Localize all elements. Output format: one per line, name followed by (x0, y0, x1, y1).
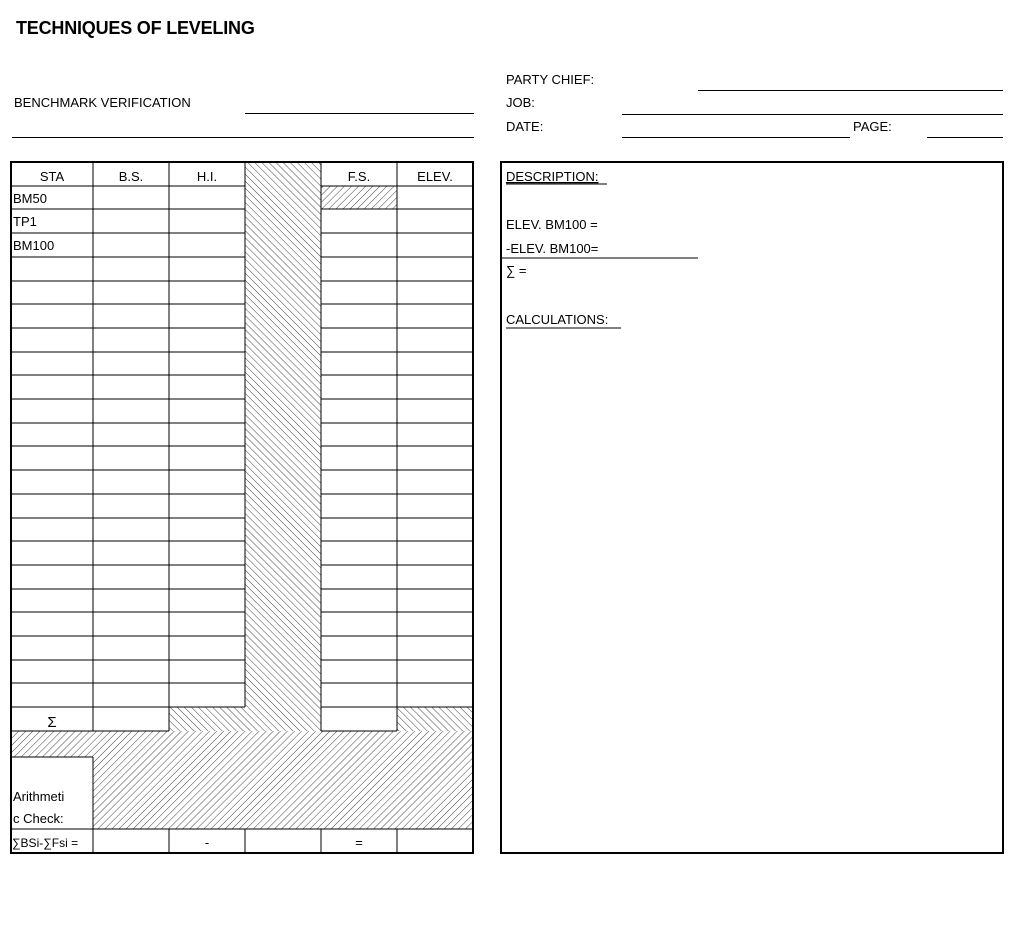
col-header-hi: H.I. (196, 169, 218, 184)
station-cell[interactable]: TP1 (13, 214, 37, 229)
benchmark-verification-label: BENCHMARK VERIFICATION (14, 95, 191, 110)
hatched-sum-hi (169, 707, 245, 731)
bottom-minus: - (204, 835, 210, 850)
description-panel[interactable] (501, 162, 1003, 853)
arithmetic-check-line2: c Check: (13, 811, 64, 826)
col-header-sta: STA (39, 169, 65, 184)
hatched-sum-elev (397, 707, 473, 731)
hatched-column (245, 162, 321, 731)
calculations-label: CALCULATIONS: (506, 312, 609, 327)
bottom-equals: = (355, 835, 363, 850)
page-label: PAGE: (853, 119, 892, 134)
arithmetic-check-line1: Arithmeti (13, 789, 65, 804)
elev-bm100-label: ELEV. BM100 = (506, 217, 598, 232)
sum-eq-label: ∑ = (506, 263, 527, 278)
minus-elev-bm100-label: -ELEV. BM100= (506, 241, 599, 256)
col-header-bs: B.S. (118, 169, 144, 184)
job-label: JOB: (506, 95, 535, 110)
description-label: DESCRIPTION: (506, 169, 599, 184)
station-cell[interactable]: BM100 (13, 238, 55, 253)
party-chief-label: PARTY CHIEF: (506, 72, 595, 87)
col-header-elev: ELEV. (417, 169, 453, 184)
col-header-fs: F.S. (347, 169, 371, 184)
station-cell[interactable]: BM50 (13, 191, 47, 206)
date-label: DATE: (506, 119, 544, 134)
sum-label: Σ (47, 714, 57, 731)
page-title: TECHNIQUES OF LEVELING (16, 18, 255, 38)
hatched-fs-cell (321, 186, 397, 209)
bottom-formula: ∑BSi-∑Fsi = (12, 836, 79, 850)
